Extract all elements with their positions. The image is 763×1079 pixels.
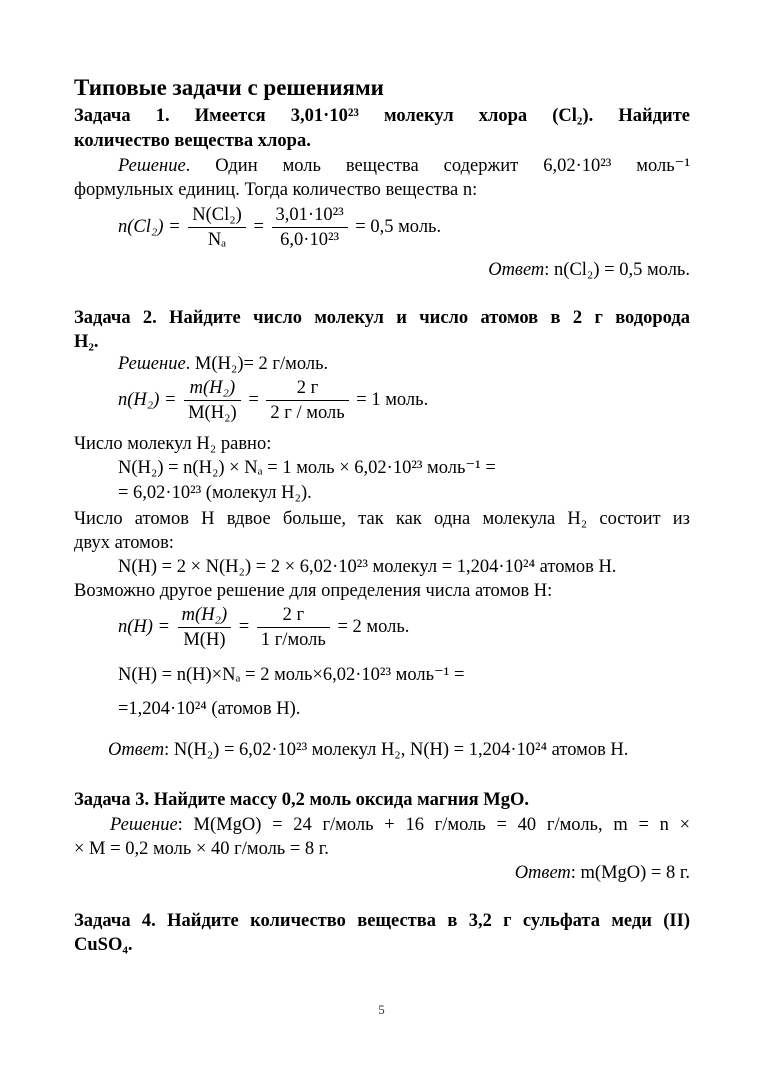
task1-answer [74, 259, 690, 281]
task2-heading: Задача 2. Найдите число молекул и число атомов в 2 г водорода [74, 308, 690, 328]
task2-calc-1: N(H₂) = n(H₂) × Nₐ = 1 моль × 6,02·10²³ моль⁻¹ = [118, 458, 496, 478]
task2-calc-1b: = 6,02·10²³ (молекул H₂). [118, 483, 312, 503]
task1-answer-text: : n(Cl₂) = 0,5 моль. [544, 260, 690, 280]
task2-solution-text: . M(H₂)= 2 г/моль. [185, 354, 329, 374]
task2-eq2-f1-den: M(H) [183, 630, 226, 650]
task3-answer-label: Ответ [514, 863, 571, 883]
task1-eq-fraction-2 [272, 203, 348, 252]
task2-eq1-f2-den: 2 г / моль [270, 403, 345, 423]
task1-eq-rhs: = 0,5 моль. [355, 217, 442, 237]
task1-eq-f2-den: 6,0·10²³ [280, 230, 340, 250]
task2-calc-3: N(H) = n(H)×Nₐ = 2 моль×6,02·10²³ моль⁻¹ = [118, 665, 465, 685]
task2-molecule-count-label: Число молекул H₂ равно: [74, 434, 272, 454]
task3-solution-label: Решение [110, 815, 178, 835]
task2-answer-label: Ответ [108, 740, 165, 760]
task2-solution [74, 353, 690, 375]
task1-eq-f2-num: 3,01·10²³ [272, 203, 348, 228]
task2-eq2-f1-num: m(H₂) [178, 603, 231, 628]
task2-heading-cont: H₂. [74, 332, 99, 352]
task1-solution-cont: формульных единиц. Тогда количество вещества n: [74, 180, 478, 200]
task3-heading: Задача 3. Найдите массу 0,2 моль оксида магния MgO. [74, 790, 529, 810]
task2-answer-text: : N(H₂) = 6,02·10²³ молекул H₂, N(H) = 1,204·10²⁴ атомов H. [164, 740, 629, 760]
task2-eq1-rhs: = 1 моль. [356, 390, 429, 410]
task2-calc-3b: =1,204·10²⁴ (атомов H). [118, 699, 301, 719]
task2-eq2-f2-den: 1 г/моль [260, 630, 326, 650]
task2-eq1-lhs: n(H₂) = [118, 390, 177, 410]
task1-heading-cont: количество вещества хлора. [74, 131, 311, 151]
task2-eq2-fraction-1 [178, 603, 231, 652]
task2-eq1-fraction-1 [184, 376, 241, 425]
task1-eq-f1-den: Nₐ [207, 230, 227, 250]
page-number: 5 [378, 1002, 385, 1017]
task1-eq-fraction-1 [188, 203, 246, 252]
task1-eq-lhs: n(Cl₂) = [118, 217, 181, 237]
task2-eq2-lhs: n(H) = [118, 617, 171, 637]
task1-heading: Задача 1. Имеется 3,01·10²³ молекул хлора (Cl₂). Найдите [74, 106, 690, 126]
task2-atoms-text-cont: двух атомов: [74, 533, 174, 553]
task1-equation: n(Cl₂) = $\frac{\text{N(Cl₂)}}{\text{Nₐ}}$ = $\frac{\text{3,01·10²³}}{\text{6,0·10²³}}$ = 0,5 моль. [118, 205, 442, 250]
task1-answer-label: Ответ [488, 260, 545, 280]
task2-solution-label: Решение [118, 354, 186, 374]
task2-eq1-f1-den: M(H₂) [188, 403, 237, 423]
task4-heading-cont: CuSO₄. [74, 935, 133, 955]
task1-solution [74, 155, 690, 177]
task3-solution-text: : M(MgO) = 24 г/моль + 16 г/моль = 40 г/моль, m = n × [177, 815, 690, 835]
task2-atoms-text: Число атомов H вдвое больше, так как одна молекула H₂ состоит из [74, 509, 690, 529]
task2-eq1-f2-num: 2 г [266, 376, 348, 401]
task4-heading: Задача 4. Найдите количество вещества в 3,2 г сульфата меди (II) [74, 911, 690, 931]
task3-answer [74, 862, 690, 884]
task2-eq2-rhs: = 2 моль. [337, 617, 410, 637]
task2-equation-2: n(H) = $\frac{\text{m(H₂)}}{M(H)}$ = $\frac{2 г}{\text{1 г/моль}}$ = 2 моль. [118, 605, 410, 650]
task2-eq1-f1-num: m(H₂) [184, 376, 241, 401]
task3-solution [74, 814, 690, 836]
task2-calc-2: N(H) = 2 × N(H₂) = 2 × 6,02·10²³ молекул = 1,204·10²⁴ атомов H. [118, 557, 617, 577]
task2-eq2-f2-num: 2 г [257, 603, 330, 628]
task2-eq2-fraction-2 [257, 603, 330, 652]
task2-answer [108, 739, 690, 761]
task1-solution-text: . Один моль вещества содержит 6,02·10²³ моль⁻¹ [185, 156, 690, 176]
task2-eq1-fraction-2 [266, 376, 348, 425]
task2-equation-1: n(H₂) = $\frac{\text{m(H₂)}}{\text{M(H₂)}}$ = $\frac{2 г}{\text{2 г / моль}}$ = 1 моль. [118, 378, 429, 423]
task1-eq-f1-num: N(Cl₂) [188, 203, 246, 228]
task1-solution-label: Решение [118, 156, 186, 176]
task2-alternative: Возможно другое решение для определения числа атомов H: [74, 581, 553, 601]
page-title: Типовые задачи с решениями [74, 75, 384, 100]
task3-solution-cont: × M = 0,2 моль × 40 г/моль = 8 г. [74, 839, 329, 859]
task3-answer-text: : m(MgO) = 8 г. [570, 863, 690, 883]
